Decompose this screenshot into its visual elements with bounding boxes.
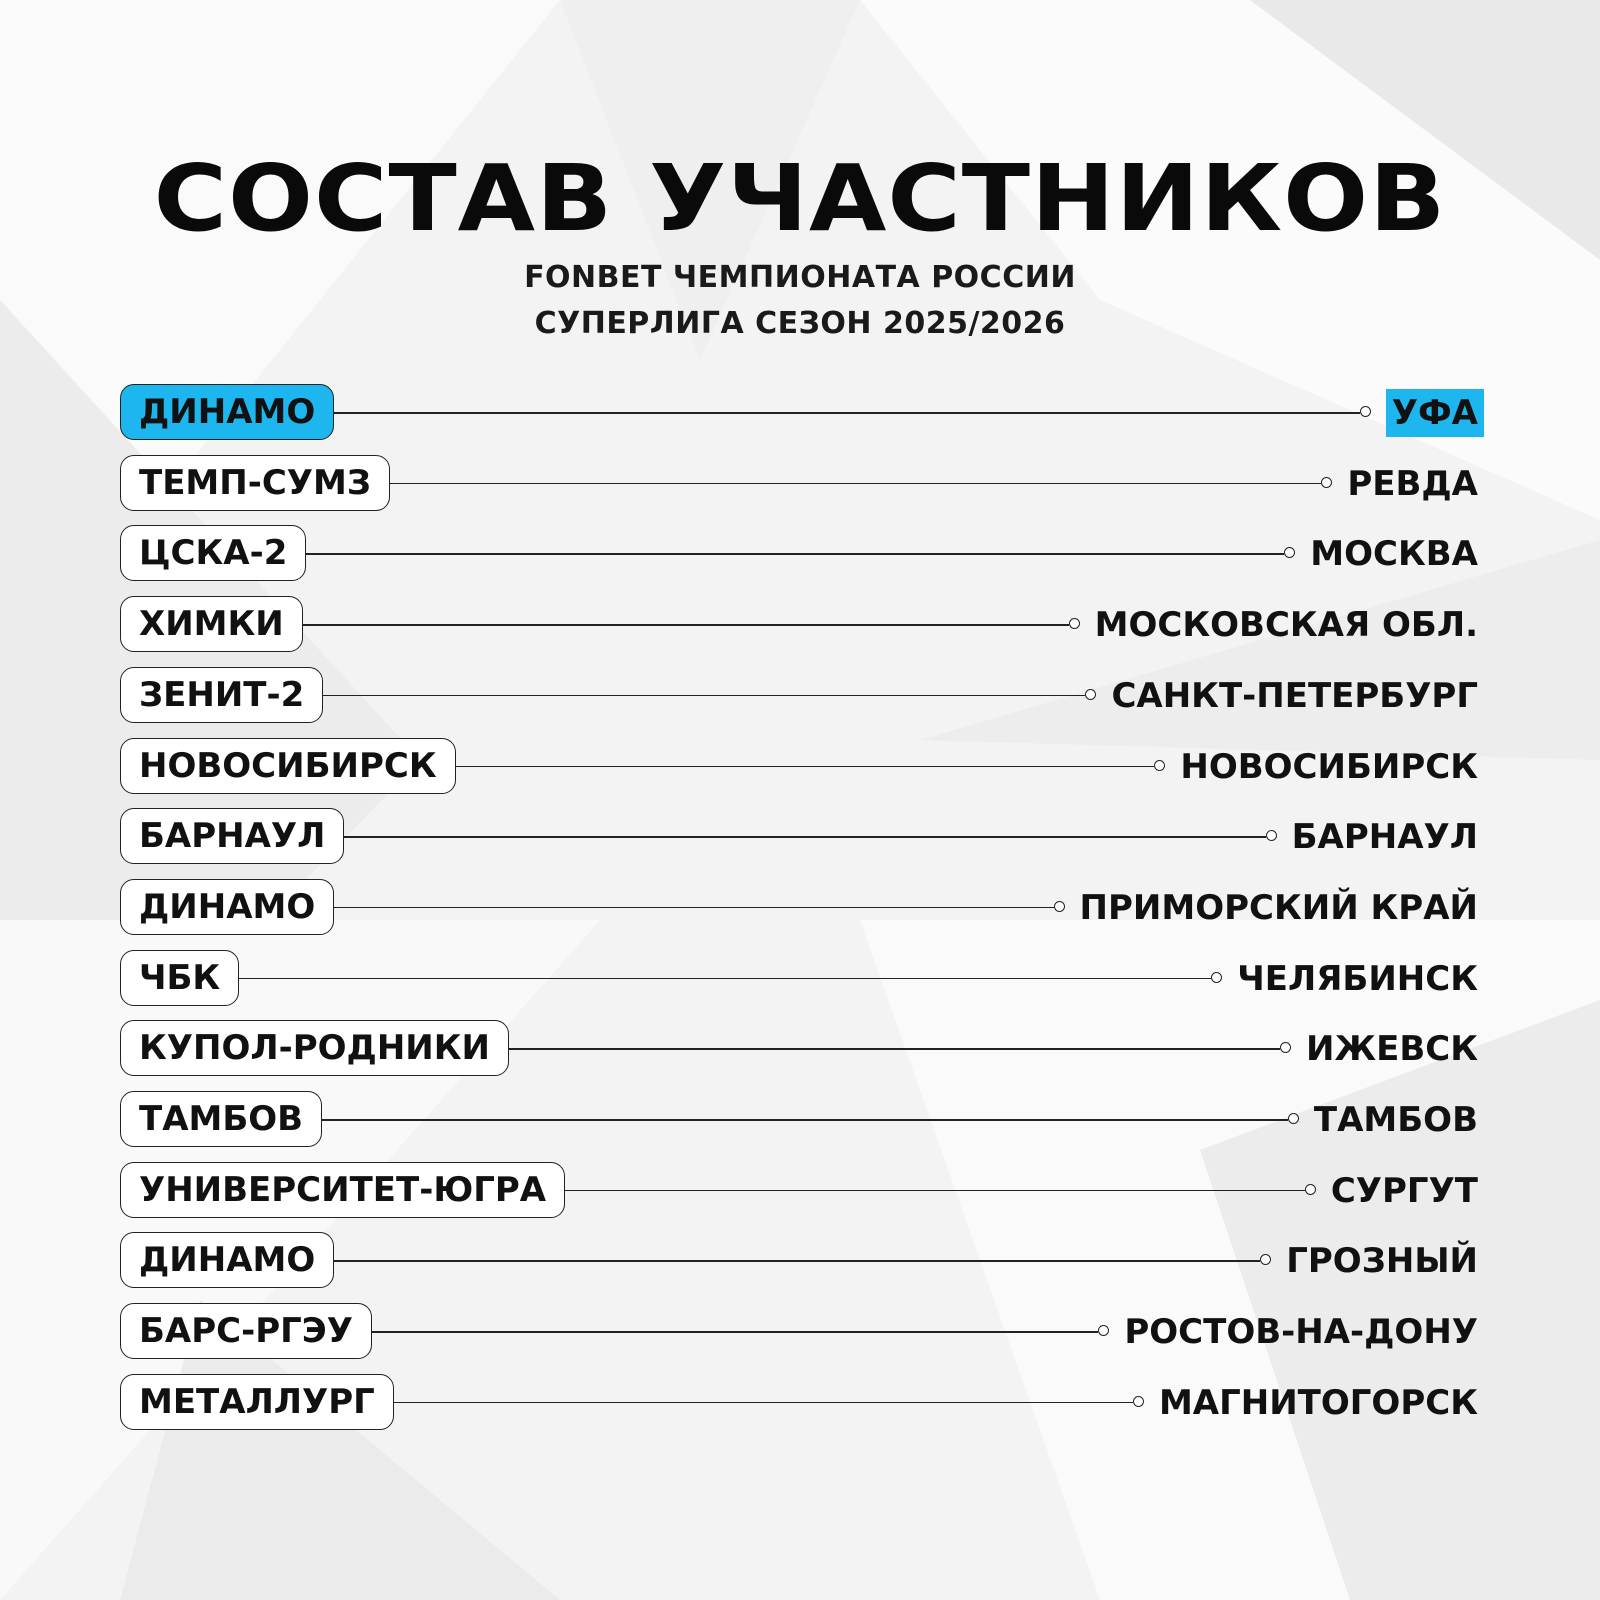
connector-line [334,412,1360,414]
team-name-badge: ЦСКА-2 [120,525,306,581]
connector-line [334,1260,1260,1262]
connector-dot [1305,1184,1316,1195]
connector-line [372,1331,1098,1333]
team-name-badge: УНИВЕРСИТЕТ-ЮГРА [120,1162,565,1218]
participant-row [0,667,1600,727]
participant-row [0,1091,1600,1151]
participant-row [0,1374,1600,1434]
connector-dot [1211,972,1222,983]
team-name-badge: БАРС-РГЭУ [120,1303,372,1359]
participant-row [0,455,1600,515]
city-name: РЕВДА [1347,463,1478,504]
team-name-badge: ТЕМП-СУМЗ [120,455,390,511]
team-name-badge: ЧБК [120,950,239,1006]
city-name: ПРИМОРСКИЙ КРАЙ [1079,887,1478,928]
connector-line [344,836,1266,838]
team-name-badge: ХИМКИ [120,596,303,652]
city-name: МОСКВА [1310,534,1478,575]
subtitle-championship: FONBET ЧЕМПИОНАТА РОССИИ [524,260,1076,295]
team-name-badge: ТАМБОВ [120,1091,322,1147]
connector-dot [1069,618,1080,629]
connector-dot [1288,1113,1299,1124]
connector-dot [1054,901,1065,912]
team-name-badge: НОВОСИБИРСК [120,738,456,794]
city-name: ТАМБОВ [1313,1100,1478,1140]
team-name-badge: БАРНАУЛ [120,808,344,864]
participant-row [0,1020,1600,1080]
connector-line [394,1402,1133,1404]
city-name: БАРНАУЛ [1291,817,1478,858]
team-name-badge: ДИНАМО [120,879,334,935]
team-name-badge: ЗЕНИТ-2 [120,667,323,723]
connector-line [390,483,1321,485]
connector-dot [1260,1254,1271,1265]
team-name-badge: МЕТАЛЛУРГ [120,1374,394,1430]
connector-line [456,766,1154,768]
city-name: НОВОСИБИРСК [1180,746,1478,787]
page-title: СОСТАВ УЧАСТНИКОВ [153,144,1447,253]
connector-dot [1321,477,1332,488]
city-name: САНКТ-ПЕТЕРБУРГ [1111,675,1478,716]
team-name-badge: ДИНАМО [120,1232,334,1288]
participant-row [0,525,1600,585]
city-name: УФА [1386,389,1484,437]
connector-line [303,624,1069,626]
city-name: ЧЕЛЯБИНСК [1237,958,1478,999]
city-name: ИЖЕВСК [1306,1029,1478,1070]
connector-dot [1284,547,1295,558]
connector-dot [1098,1325,1109,1336]
connector-dot [1154,760,1165,771]
connector-line [565,1190,1305,1192]
connector-line [509,1048,1280,1050]
connector-dot [1360,406,1371,417]
team-name-badge: КУПОЛ-РОДНИКИ [120,1020,509,1076]
connector-line [239,978,1211,980]
participant-row [0,950,1600,1010]
connector-dot [1085,689,1096,700]
participant-row [0,879,1600,939]
connector-line [323,695,1085,697]
subtitle-season: СУПЕРЛИГА СЕЗОН 2025/2026 [534,306,1066,341]
city-name: СУРГУТ [1330,1170,1478,1211]
participant-row [0,596,1600,656]
connector-line [306,553,1284,555]
participant-row [0,738,1600,798]
connector-dot [1266,830,1277,841]
city-name: МОСКОВСКАЯ ОБЛ. [1094,605,1478,646]
connector-line [322,1119,1288,1121]
connector-dot [1133,1396,1144,1407]
city-name: МАГНИТОГОРСК [1158,1382,1478,1423]
connector-dot [1280,1042,1291,1053]
participant-row [0,808,1600,868]
participant-row [0,384,1600,444]
team-name-badge: ДИНАМО [120,384,334,440]
participant-row [0,1232,1600,1292]
city-name: ГРОЗНЫЙ [1286,1241,1478,1282]
participant-row [0,1162,1600,1222]
participant-row [0,1303,1600,1363]
connector-line [334,907,1054,909]
city-name: РОСТОВ-НА-ДОНУ [1124,1312,1478,1353]
